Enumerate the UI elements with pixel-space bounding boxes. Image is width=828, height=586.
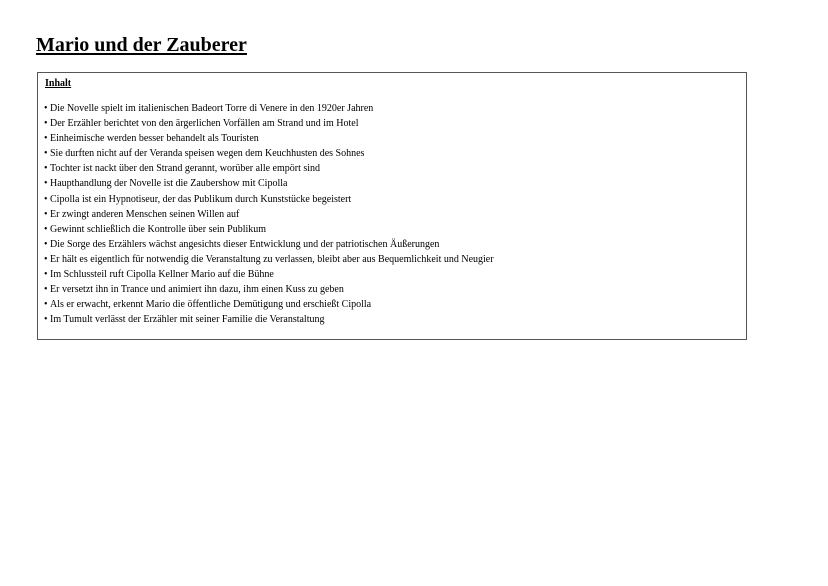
bullet-icon: • xyxy=(44,223,48,235)
list-item xyxy=(44,282,494,297)
list-item-text: Er zwingt anderen Menschen seinen Willen auf xyxy=(50,208,240,220)
list-item xyxy=(44,267,494,282)
list-item xyxy=(44,237,494,252)
list-item-text: Die Sorge des Erzählers wächst angesichts dieser Entwicklung und der patriotischen Äußerungen xyxy=(50,238,440,250)
section-heading: Inhalt xyxy=(45,78,72,89)
list-item xyxy=(44,252,494,267)
bullet-list xyxy=(44,101,494,327)
list-item-text: Im Schlussteil ruft Cipolla Kellner Mario auf die Bühne xyxy=(50,269,274,281)
bullet-icon: • xyxy=(44,238,48,250)
bullet-icon: • xyxy=(44,269,48,281)
list-item-text: Als er erwacht, erkennt Mario die öffentliche Demütigung und erschießt Cipolla xyxy=(50,299,372,311)
list-item-text: Cipolla ist ein Hypnotiseur, der das Publikum durch Kunststücke begeistert xyxy=(50,193,352,205)
bullet-icon: • xyxy=(44,163,48,175)
list-item xyxy=(44,101,494,116)
list-item xyxy=(44,207,494,222)
list-item-text: Er versetzt ihn in Trance und animiert ihn dazu, ihm einen Kuss zu geben xyxy=(50,284,344,296)
content-box xyxy=(37,72,747,340)
list-item-text: Gewinnt schließlich die Kontrolle über sein Publikum xyxy=(50,223,267,235)
bullet-icon: • xyxy=(44,178,48,190)
bullet-icon: • xyxy=(44,118,48,130)
list-item xyxy=(44,116,494,131)
list-item xyxy=(44,176,494,191)
list-item xyxy=(44,312,494,327)
list-item-text: Haupthandlung der Novelle ist die Zaubershow mit Cipolla xyxy=(50,178,288,190)
bullet-icon: • xyxy=(44,133,48,145)
list-item xyxy=(44,297,494,312)
list-item xyxy=(44,146,494,161)
bullet-icon: • xyxy=(44,284,48,296)
list-item-text: Im Tumult verlässt der Erzähler mit seiner Familie die Veranstaltung xyxy=(50,314,325,326)
list-item xyxy=(44,192,494,207)
list-item-text: Der Erzähler berichtet von den ärgerlichen Vorfällen am Strand und im Hotel xyxy=(50,118,359,130)
bullet-icon: • xyxy=(44,103,48,114)
bullet-icon: • xyxy=(44,299,48,311)
list-item-text: Tochter ist nackt über den Strand gerannt, worüber alle empört sind xyxy=(50,163,321,175)
list-item-text: Sie durften nicht auf der Veranda speisen wegen dem Keuchhusten des Sohnes xyxy=(50,148,365,160)
bullet-icon: • xyxy=(44,193,48,205)
page-title: Mario und der Zauberer xyxy=(36,34,247,56)
list-item-text: Einheimische werden besser behandelt als Touristen xyxy=(50,133,259,145)
list-item xyxy=(44,131,494,146)
bullet-icon: • xyxy=(44,208,48,220)
list-item xyxy=(44,161,494,176)
bullet-icon: • xyxy=(44,148,48,160)
bullet-icon: • xyxy=(44,314,48,326)
list-item-text: Die Novelle spielt im italienischen Badeort Torre di Venere in den 1920er Jahren xyxy=(50,103,374,114)
list-item-text: Er hält es eigentlich für notwendig die Veranstaltung zu verlassen, bleibt aber aus Bequemlichkeit und Neugier xyxy=(50,253,494,265)
bullet-icon: • xyxy=(44,253,48,265)
list-item xyxy=(44,222,494,237)
